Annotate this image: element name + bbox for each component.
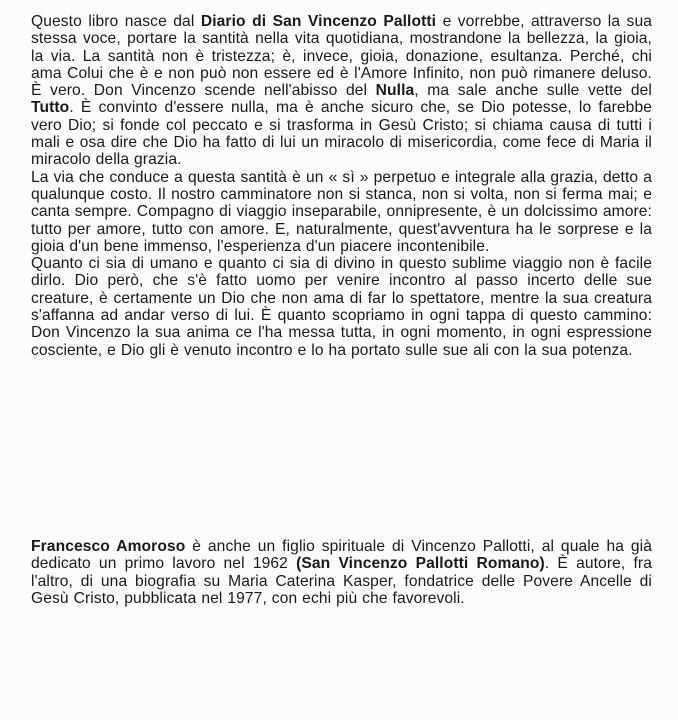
text-run: . È autore, fra l'altro, di una biografia su Maria Caterina Kasper, fondatrice delle Povere Ancelle di Gesù Cristo, pubblicata nel 1977, con echi più che favorevoli. [31, 555, 652, 607]
bold-text-run: (San Vincenzo Pallotti Romano) [296, 555, 545, 573]
bold-text-run: Nulla [375, 82, 415, 100]
text-run: , ma sale anche sulle vette del [414, 82, 652, 100]
text-run: . È convinto d'essere nulla, ma è anche sicuro che, se Dio potesse, lo farebbe vero Dio; si fonde col peccato e si trasforma in Gesù Cristo; si chiama causa di tutti i mali e osa dire che Dio ha fatto di lui un miracolo di misericordia, come fece di Maria il miracolo della grazia. [31, 99, 652, 169]
author-bio-paragraph [31, 538, 652, 607]
bold-text-run: Diario di San Vincenzo Pallotti [200, 13, 437, 30]
text-run: Quanto ci sia di umano e quanto ci sia di divino in questo sublime viaggio non è facile dirlo. Dio però, che s'è fatto uomo per venire incontro al passo incerto delle sue creature, è certamente un Dio che non ama di far lo spettatore, mentre la sua creatura s'affanna ad andar verso di lui. È quanto scopriamo in ogni tappa di questo cammino: Don Vincenzo la sua anima ce l'ha messa tutta, in ogni momento, in ogni espressione cosciente, e Dio gli è venuto incontro e lo ha portato sulle sue ali con la sua potenza. [31, 255, 652, 359]
paragraph [31, 169, 652, 255]
text-run: La via che conduce a questa santità è un « sì » perpetuo e integrale alla grazia, detto a qualunque costo. Il nostro camminatore non si stanca, non si volta, non si ferma mai; e canta sempre. Compagno di viaggio inseparabile, onnipresente, è un dolcissimo amore: tutto per amore, tutto con amore. E, naturalmente, quest'avventura ha le sorprese e la gioia d'un bene immenso, l'esperienza d'un piacere incontenibile. [31, 168, 652, 255]
bold-text-run: Francesco Amoroso [31, 538, 186, 555]
text-run: e vorrebbe, attraverso la sua stessa voce, portare la santità nella vita quotidiana, mostrandone la bellezza, la gioia, la via. La santità non è tristezza; è, invece, gioia, donazione, esultanza. Perché, chi ama Colui che è e non può non essere ed è l'Amore Infinito, non può rimanere deluso. È vero. Don Vincenzo scende nell'abisso del [31, 13, 653, 100]
author-bio [31, 538, 652, 607]
paragraph [31, 255, 652, 359]
text-run: Questo libro nasce dal [31, 13, 201, 30]
bold-text-run: Tutto [31, 99, 70, 117]
paragraph [31, 13, 652, 169]
book-description [31, 13, 652, 359]
text-run: è anche un figlio spirituale di Vincenzo Pallotti, al quale ha già dedicato un primo lavoro nel 1962 [31, 538, 652, 573]
